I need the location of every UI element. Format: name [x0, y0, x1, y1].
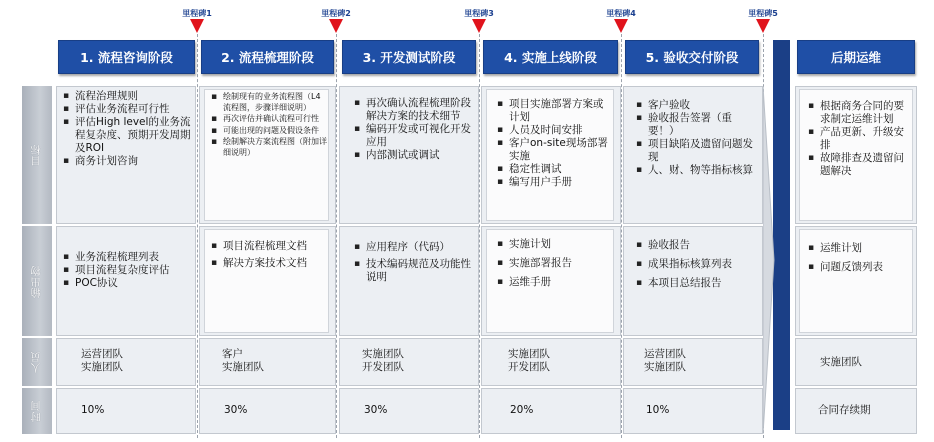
phase-3-time: 30% [339, 388, 479, 434]
phase-2-goals-inner [204, 89, 329, 221]
phase-3-outputs-cell [339, 226, 479, 336]
phase-3-people: 实施团队 开发团队 [339, 338, 479, 386]
milestone-5-label: 里程碑5 [748, 9, 778, 18]
phase-5-people: 运营团队 实施团队 [623, 338, 763, 386]
row-label-outputs: 输出物 [22, 226, 52, 336]
phase-5-header: 5. 验收交付阶段 [625, 40, 759, 74]
phase-2-header: 2. 流程梳理阶段 [201, 40, 334, 74]
milestone-3-marker [472, 19, 486, 33]
phase-5-time: 10% [623, 388, 763, 434]
milestone-4-marker [614, 19, 628, 33]
phase-3-header: 3. 开发测试阶段 [342, 40, 476, 74]
phase-4-outputs-inner [486, 229, 614, 333]
phase-1-goals-list: ▪ 流程治理规则 ▪ 评估业务流程可行性 ▪ 评估High level的业务流程复杂度、预期开发周期及ROI ▪ 商务计划咨询 [63, 90, 195, 168]
phase-6-outputs-cell [795, 226, 917, 336]
row-label-goals: 目标 [22, 86, 52, 224]
phase-6-people: 实施团队 [795, 338, 917, 386]
phase-2-goals-cell [199, 86, 336, 224]
milestone-5-marker [756, 19, 770, 33]
phase-5-goals-cell [623, 86, 763, 224]
phase-3-goals-list: ▪ 再次确认流程梳理阶段解决方案的技术细节 ▪ 编码开发或可视化开发应用 ▪ 内部测试或调试 [354, 97, 474, 162]
milestone-1-label: 里程碑1 [182, 9, 212, 18]
phase-1-outputs-list: ▪ 业务流程梳理列表 ▪ 项目流程复杂度评估 ▪ POC协议 [63, 251, 195, 290]
phase-1-goals-cell [56, 86, 196, 224]
milestone-3-label: 里程碑3 [464, 9, 494, 18]
phase-6-goals-cell [795, 86, 917, 224]
milestone-1-line [197, 34, 198, 438]
phase-2-time: 30% [199, 388, 336, 434]
milestone-1-marker [190, 19, 204, 33]
phase-4-goals-cell [481, 86, 621, 224]
phase-4-header: 4. 实施上线阶段 [483, 40, 618, 74]
phase-4-people: 实施团队 开发团队 [481, 338, 621, 386]
phase-1-outputs-cell [56, 226, 196, 336]
milestone-4-label: 里程碑4 [606, 9, 636, 18]
transition-arrow [763, 86, 775, 434]
phase-2-people: 客户 实施团队 [199, 338, 336, 386]
phase-5-goals-list: ▪ 客户验收 ▪ 验收报告签署（重要！） ▪ 项目缺陷及遗留问题发现 ▪ 人、财、物等指标核算 [636, 99, 758, 177]
phase-2-outputs-list: ▪ 项目流程梳理文档 ▪ 解决方案技术文档 [211, 240, 328, 270]
milestone-2-marker [329, 19, 343, 33]
phase-4-goals-inner [486, 89, 614, 221]
phase-6-time: 合同存续期 [795, 388, 917, 434]
phase-divider-bar [773, 40, 790, 430]
phase-3-goals-cell [339, 86, 479, 224]
phase-1-time: 10% [56, 388, 196, 434]
phase-4-outputs-list: ▪ 实施计划 ▪ 实施部署报告 ▪ 运维手册 [497, 238, 611, 289]
phase-6-outputs-list: ▪ 运维计划 ▪ 问题反馈列表 [808, 242, 910, 274]
row-label-people: 人员 [22, 338, 52, 386]
phase-4-time: 20% [481, 388, 621, 434]
phase-6-goals-list: ▪ 根据商务合同的要求制定运维计划 ▪ 产品更新、升级安排 ▪ 故障排查及遗留问题解决 [808, 100, 910, 178]
milestone-3-line [479, 34, 480, 438]
phase-4-outputs-cell [481, 226, 621, 336]
phase-2-outputs-cell [199, 226, 336, 336]
phase-5-outputs-list: ▪ 验收报告 ▪ 成果指标核算列表 ▪ 本项目总结报告 [636, 239, 758, 290]
phase-1-people: 运营团队 实施团队 [56, 338, 196, 386]
phase-5-outputs-cell [623, 226, 763, 336]
phase-2-goals-list: ▪ 绘制现有的业务流程图（L4流程图，步骤详细说明） ▪ 再次评估并确认流程可行性 ▪ 可能出现的问题及假设条件 ▪ 绘制解决方案流程图（附加详细说明） [211, 92, 328, 158]
row-label-time: 时间 [22, 388, 52, 434]
phase-4-goals-list: ▪ 项目实施部署方案或计划 ▪ 人员及时间安排 ▪ 客户on-site现场部署实施 ▪ 稳定性调试 ▪ 编写用户手册 [497, 98, 611, 189]
phase-1-header: 1. 流程咨询阶段 [58, 40, 195, 74]
phase-6-header: 后期运维 [797, 40, 915, 74]
milestone-4-line [621, 34, 622, 438]
phase-3-outputs-list: ▪ 应用程序（代码） ▪ 技术编码规范及功能性说明 [354, 241, 474, 284]
milestone-2-line [336, 34, 337, 438]
phase-6-outputs-inner [799, 229, 913, 333]
milestone-2-label: 里程碑2 [321, 9, 351, 18]
phase-6-goals-inner [799, 89, 913, 221]
phase-2-outputs-inner [204, 229, 329, 333]
